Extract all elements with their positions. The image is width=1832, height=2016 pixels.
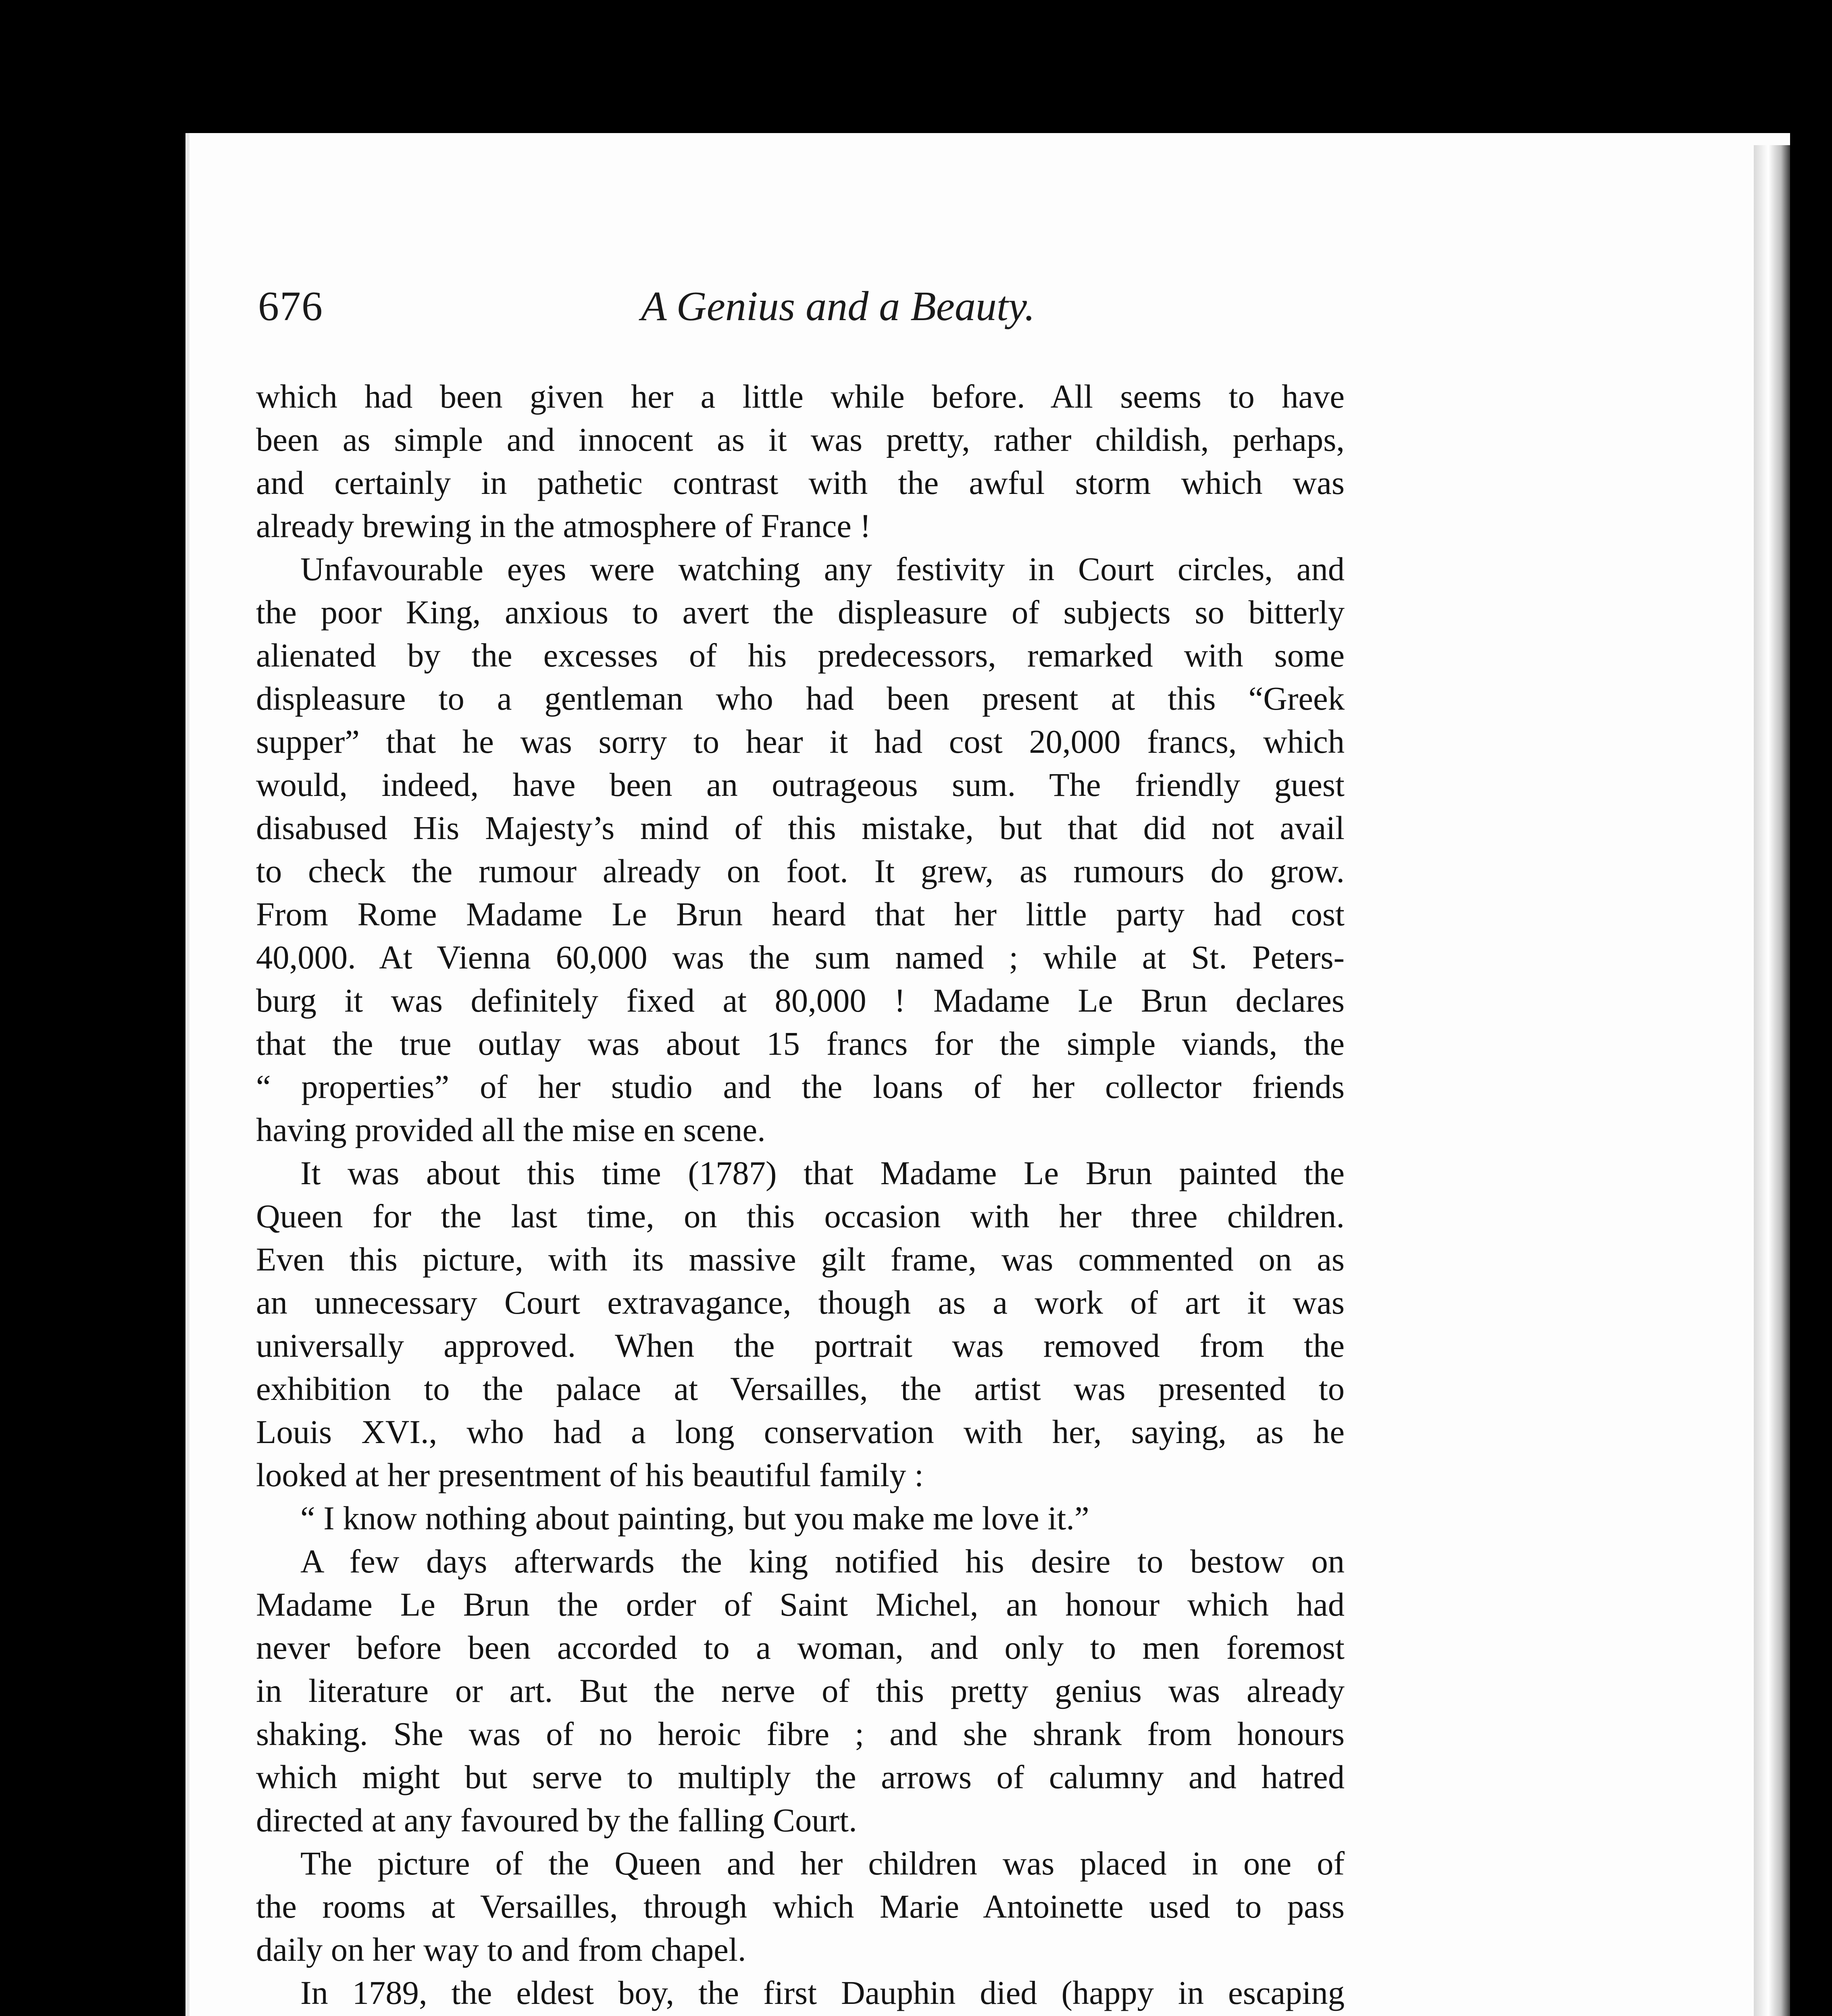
text-line: Louis XVI., who had a long conservation with her, saying, as he	[256, 1413, 1345, 1450]
text-line: the rooms at Versailles, through which Marie Antoinette used to pass	[256, 1888, 1345, 1925]
text-line: exhibition to the palace at Versailles, the artist was presented to	[256, 1370, 1345, 1407]
text-line: shaking. She was of no heroic fibre ; and she shrank from honours	[256, 1715, 1345, 1752]
text-line: Queen for the last time, on this occasion with her three children.	[256, 1198, 1345, 1235]
text-line: looked at her presentment of his beautiful family :	[256, 1456, 924, 1493]
text-line: Madame Le Brun the order of Saint Michel, an honour which had	[256, 1586, 1345, 1623]
body-text	[256, 375, 1345, 2016]
page-edge	[1754, 145, 1790, 2016]
text-line: From Rome Madame Le Brun heard that her little party had cost	[256, 896, 1345, 933]
text-line: Unfavourable eyes were watching any festivity in Court circles, and	[300, 550, 1345, 587]
text-line: in literature or art. But the nerve of this pretty genius was already	[256, 1672, 1345, 1709]
text-line: universally approved. When the portrait was removed from the	[256, 1327, 1345, 1364]
text-line: an unnecessary Court extravagance, though as a work of art it was	[256, 1284, 1345, 1321]
text-line: directed at any favoured by the falling Court.	[256, 1801, 857, 1839]
text-line: burg it was definitely fixed at 80,000 ! Madame Le Brun declares	[256, 982, 1345, 1019]
text-line: The picture of the Queen and her children was placed in one of	[300, 1845, 1345, 1882]
text-line: disabused His Majesty’s mind of this mistake, but that did not avail	[256, 809, 1345, 846]
text-line: daily on her way to and from chapel.	[256, 1931, 746, 1968]
text-line: It was about this time (1787) that Madame Le Brun painted the	[300, 1154, 1345, 1191]
page-header	[258, 282, 1266, 339]
text-line: supper” that he was sorry to hear it had cost 20,000 francs, which	[256, 723, 1345, 760]
text-line: Even this picture, with its massive gilt frame, was commented on as	[256, 1241, 1345, 1278]
text-line: A few days afterwards the king notified his desire to bestow on	[300, 1543, 1345, 1580]
text-line: already brewing in the atmosphere of France !	[256, 507, 871, 544]
text-line: displeasure to a gentleman who had been present at this “Greek	[256, 680, 1345, 717]
text-line: “ properties” of her studio and the loans of her collector friends	[256, 1068, 1345, 1105]
text-line: 40,000. At Vienna 60,000 was the sum named ; while at St. Peters-	[256, 939, 1345, 976]
running-title: A Genius and a Beauty.	[641, 283, 1035, 329]
text-line: been as simple and innocent as it was pretty, rather childish, perhaps,	[256, 421, 1345, 458]
text-line: to check the rumour already on foot. It grew, as rumours do grow.	[256, 852, 1345, 889]
text-line: which had been given her a little while before. All seems to have	[256, 378, 1345, 415]
text-line: which might but serve to multiply the arrows of calumny and hatred	[256, 1758, 1345, 1795]
text-line: and certainly in pathetic contrast with the awful storm which was	[256, 464, 1345, 501]
text-line: alienated by the excesses of his predecessors, remarked with some	[256, 637, 1345, 674]
text-line: would, indeed, have been an outrageous sum. The friendly guest	[256, 766, 1345, 803]
text-line: that the true outlay was about 15 francs for the simple viands, the	[256, 1025, 1345, 1062]
page-number: 676	[258, 283, 323, 329]
text-line: “ I know nothing about painting, but you make me love it.”	[300, 1500, 1089, 1537]
text-line: the poor King, anxious to avert the displeasure of subjects so bitterly	[256, 594, 1345, 631]
text-line: having provided all the mise en scene.	[256, 1111, 766, 1148]
text-line: In 1789, the eldest boy, the first Dauphin died (happy in escaping	[300, 1974, 1345, 2011]
text-line	[256, 2014, 1345, 2016]
text-line: never before been accorded to a woman, and only to men foremost	[256, 1629, 1345, 1666]
